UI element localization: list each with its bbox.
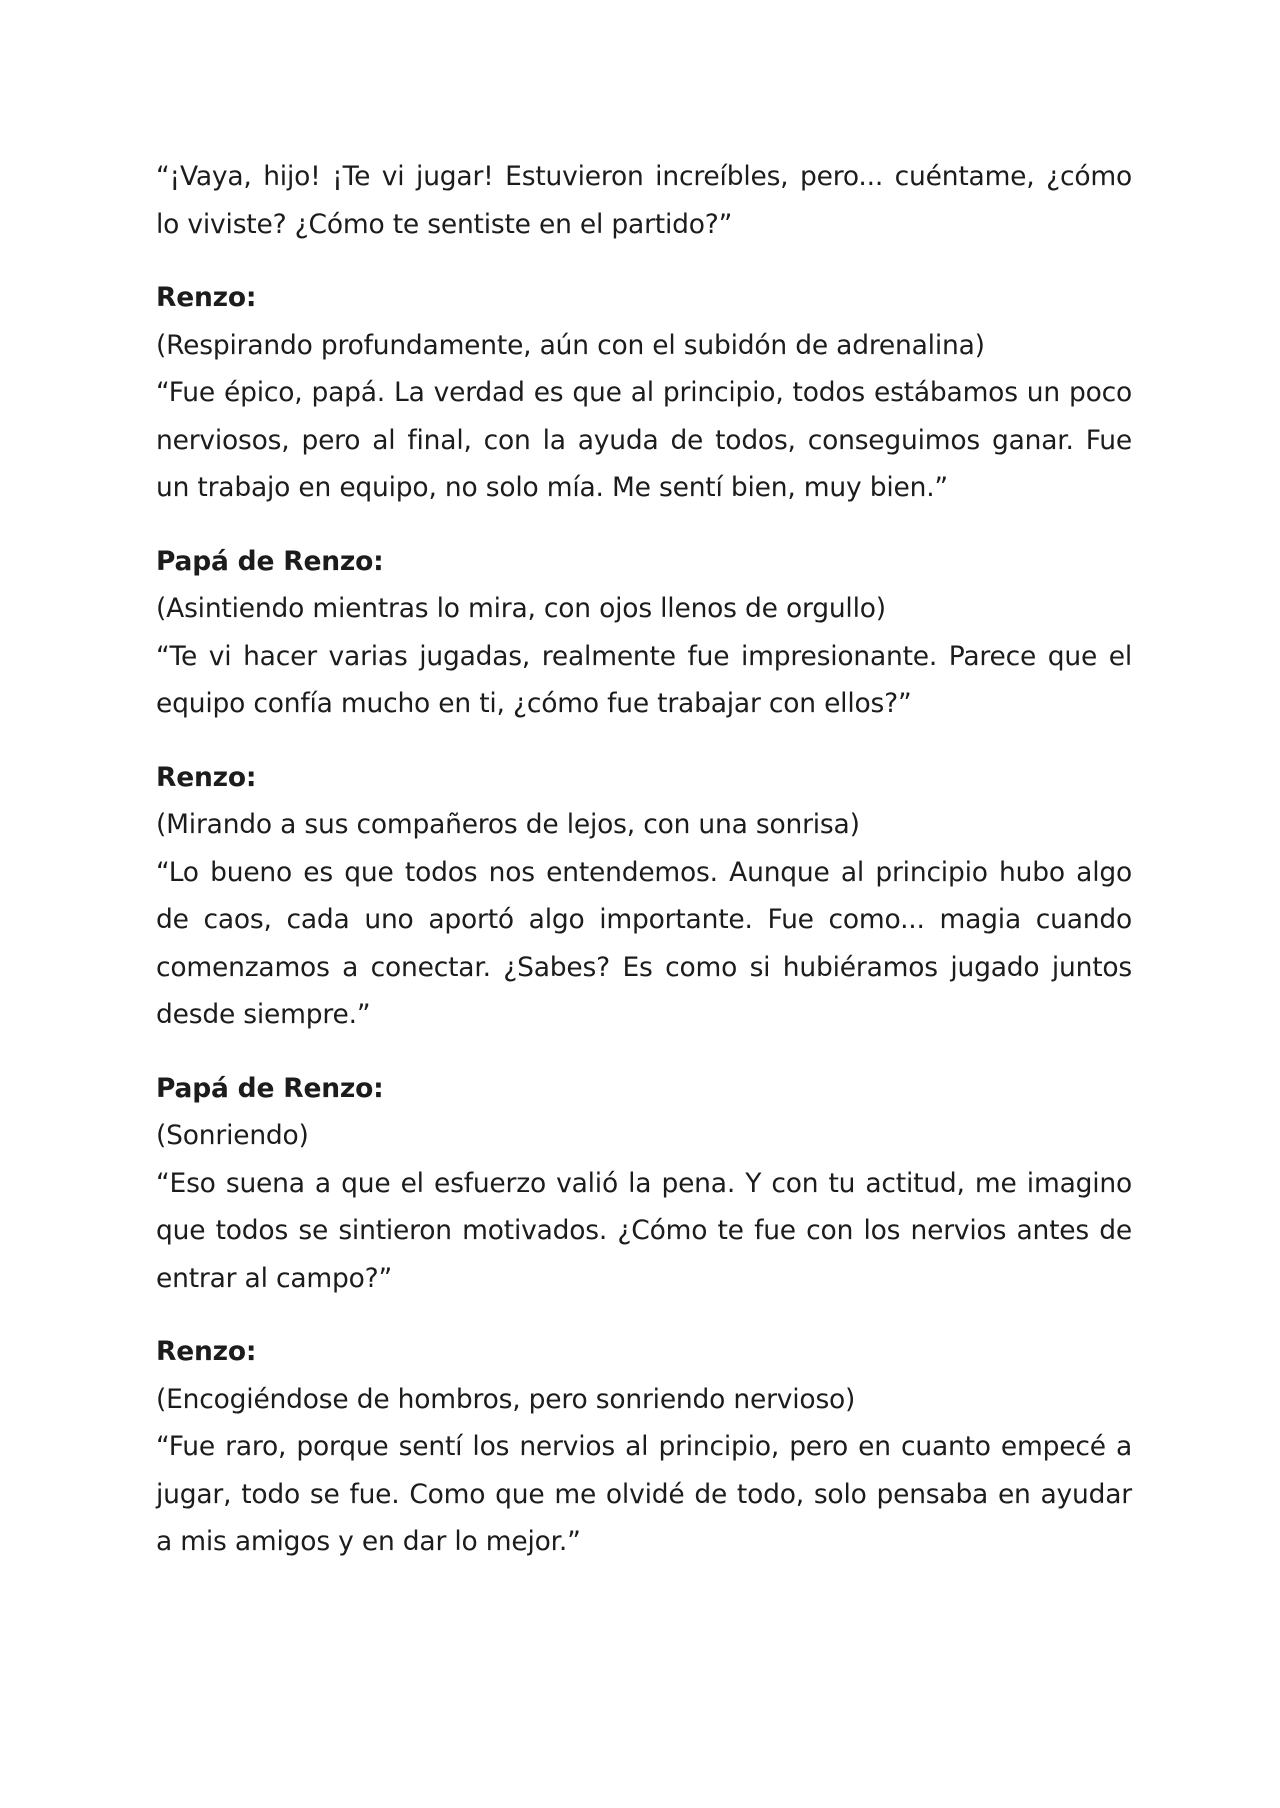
dialogue-quote: “Eso suena a que el esfuerzo valió la pena. Y con tu actitud, me imagino que todos se sintieron motivados. ¿Cómo te fue con los nervios antes de entrar al campo?” [156,1167,1132,1294]
speaker-name: Papá de Renzo: [156,545,384,577]
dialogue-quote: “Te vi hacer varias jugadas, realmente fue impresionante. Parece que el equipo confía mucho en ti, ¿cómo fue trabajar con ellos?” [156,640,1132,719]
dialogue-block [156,538,1132,728]
stage-direction: (Asintiendo mientras lo mira, con ojos llenos de orgullo) [156,593,886,624]
stage-direction: (Mirando a sus compañeros de lejos, con una sonrisa) [156,809,860,840]
stage-direction: (Encogiéndose de hombros, pero sonriendo nervioso) [156,1383,856,1415]
speaker-name: Renzo: [156,282,257,313]
dialogue-quote: “Fue raro, porque sentí los nervios al principio, pero en cuanto empecé a jugar, todo se fue. Como que me olvidé de todo, solo pensaba en ayudar a mis amigos y en dar lo mejor.” [156,1431,1132,1557]
speaker-name: Papá de Renzo: [156,1072,384,1104]
stage-direction: (Respirando profundamente, aún con el subidón de adrenalina) [156,329,985,361]
dialogue-quote: “¡Vaya, hijo! ¡Te vi jugar! Estuvieron increíbles, pero... cuéntame, ¿cómo lo viviste? ¿Cómo te sentiste en el partido?” [156,161,1132,240]
dialogue-block [156,1328,1132,1566]
dialogue-quote: “Fue épico, papá. La verdad es que al principio, todos estábamos un poco nerviosos, pero al final, con la ayuda de todos, conseguimos ganar. Fue un trabajo en equipo, no solo mía. Me sentí bien, muy bien.” [156,377,1132,503]
dialogue-block [156,274,1132,512]
stage-direction: (Sonriendo) [156,1120,309,1151]
speaker-name: Renzo: [156,1336,257,1367]
dialogue-block [156,153,1132,248]
speaker-name: Renzo: [156,761,257,793]
dialogue-block [156,1065,1132,1303]
dialogue-quote: “Lo bueno es que todos nos entendemos. Aunque al principio hubo algo de caos, cada uno aportó algo importante. Fue como... magia cuando comenzamos a conectar. ¿Sabes? Es como si hubiéramos jugado juntos desde siempre.” [156,856,1132,1030]
dialogue-block [156,754,1132,1039]
dialogue-body [156,153,1132,1592]
